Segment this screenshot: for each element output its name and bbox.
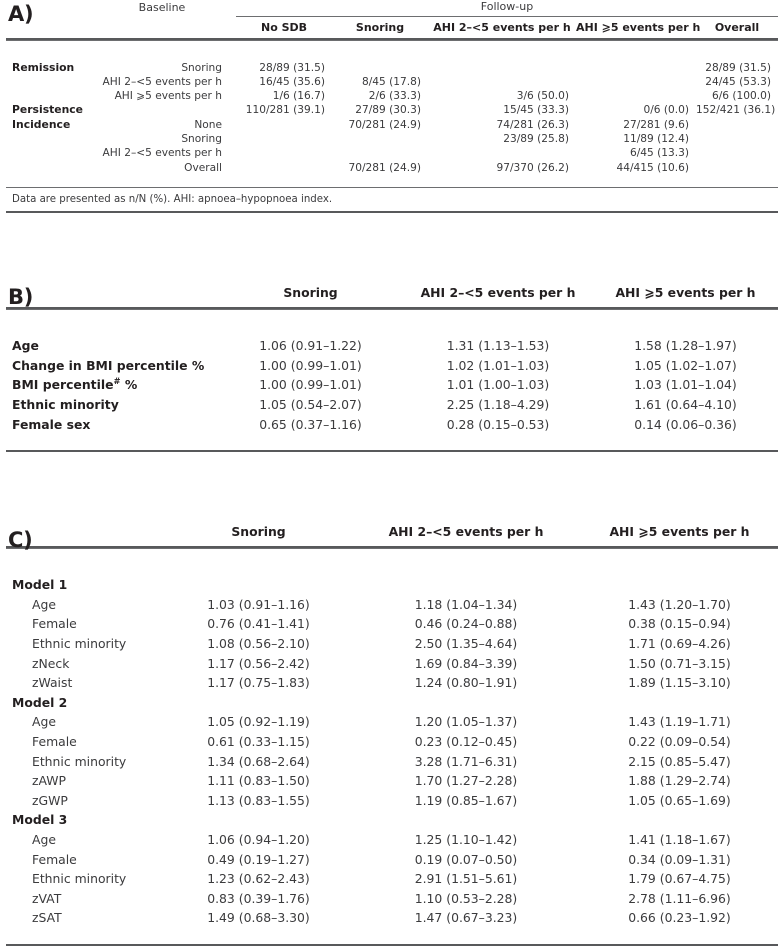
cell-value: 0.46 (0.24–0.88) xyxy=(414,616,518,632)
table-c-bottom-rule-row xyxy=(6,945,778,948)
row-label-text: Female sex xyxy=(12,416,91,432)
cell-value: 8/45 (17.8) xyxy=(361,75,421,88)
row-group-label xyxy=(6,88,88,102)
row-label: zAWP xyxy=(32,773,67,789)
cell-value: 1.70 (1.27–2.28) xyxy=(414,773,518,789)
cell-value: 1.41 (1.18–1.67) xyxy=(628,831,731,847)
cell-value: 1.89 (1.15–3.10) xyxy=(628,675,731,691)
model-header-row xyxy=(6,573,778,593)
table-c-bottom-pad xyxy=(6,925,778,945)
cell-value: 0/6 (0.0) xyxy=(643,104,689,117)
row-sub-label xyxy=(88,102,236,116)
row-label: zWaist xyxy=(32,675,73,691)
cell-value xyxy=(332,145,428,159)
table-row xyxy=(6,671,778,691)
cell-value: 1.58 (1.28–1.97) xyxy=(634,338,737,354)
cell-value: 152/421 (36.1) xyxy=(696,104,776,117)
table-a-bottom-rule-row xyxy=(6,212,778,215)
row-label: Ethnic minority xyxy=(32,753,127,769)
table-row xyxy=(6,116,778,130)
table-b-bottom-rule xyxy=(6,451,778,454)
table-row xyxy=(6,373,778,393)
panel-b-letter: B) xyxy=(8,285,34,309)
cell-value: 1.61 (0.64–4.10) xyxy=(634,396,737,412)
cell-value: 1.02 (1.01–1.03) xyxy=(446,357,550,373)
row-label-text: BMI percentile xyxy=(12,377,114,393)
col-header-ahi-2-5: AHI 2–<5 events per h xyxy=(433,21,571,34)
table-a-bottom-rule xyxy=(6,212,778,215)
row-group-label xyxy=(6,131,88,145)
row-label-suffix: % xyxy=(120,377,138,393)
table-row xyxy=(6,710,778,730)
cell-value: 28/89 (31.5) xyxy=(705,61,772,74)
table-row xyxy=(6,788,778,808)
row-group-label xyxy=(6,159,88,173)
table-b-head xyxy=(6,285,778,314)
cell-value xyxy=(428,145,576,159)
cell-value: 110/281 (39.1) xyxy=(245,104,325,117)
model-header-row xyxy=(6,690,778,710)
col-header-ahi-ge5: AHI ⩾5 events per h xyxy=(609,524,750,539)
row-label xyxy=(6,373,218,393)
row-label: Female xyxy=(32,733,77,749)
table-c xyxy=(6,524,778,948)
row-label xyxy=(6,412,218,432)
table-row xyxy=(6,88,778,102)
table-b-foot xyxy=(6,451,778,454)
table-b-bottom-rule-row xyxy=(6,451,778,454)
cell-value: 1.71 (0.69–4.26) xyxy=(628,635,731,651)
cell-value: 0.49 (0.19–1.27) xyxy=(207,851,310,867)
cell-value: 1.05 (0.65–1.69) xyxy=(628,792,731,808)
row-label xyxy=(6,392,218,412)
row-label: Age xyxy=(32,596,56,612)
row-label: Age xyxy=(32,831,56,847)
cell-value: 1.01 (1.00–1.03) xyxy=(446,377,550,393)
row-sub-label: AHI 2–<5 events per h xyxy=(102,147,222,160)
table-row xyxy=(6,651,778,671)
panel-c-letter: C) xyxy=(8,528,33,552)
cell-value: 2/6 (33.3) xyxy=(368,90,421,103)
cell-value: 1.19 (0.85–1.67) xyxy=(414,792,518,808)
row-label: Ethnic minority xyxy=(32,871,127,887)
row-sub-label: Overall xyxy=(184,161,222,174)
cell-value: 0.28 (0.15–0.53) xyxy=(446,416,550,432)
cell-value: 1.25 (1.10–1.42) xyxy=(414,831,518,847)
row-label-text: Age xyxy=(12,338,39,354)
cell-value: 1.69 (0.84–3.39) xyxy=(414,655,518,671)
table-row xyxy=(6,631,778,651)
cell-value xyxy=(696,116,778,130)
cell-value: 70/281 (24.9) xyxy=(348,161,421,174)
row-group-label: Incidence xyxy=(12,117,71,131)
table-row xyxy=(6,769,778,789)
table-c-bottom-rule xyxy=(6,945,778,948)
cell-value: 0.61 (0.33–1.15) xyxy=(207,733,310,749)
table-row xyxy=(6,159,778,173)
cell-value: 1.08 (0.56–2.10) xyxy=(207,635,310,651)
cell-value: 1.06 (0.94–1.20) xyxy=(207,831,310,847)
cell-value: 1.49 (0.68–3.30) xyxy=(207,910,310,926)
cell-value: 1.34 (0.68–2.64) xyxy=(207,753,310,769)
cell-value: 1.10 (0.53–2.28) xyxy=(414,890,518,906)
cell-value: 6/45 (13.3) xyxy=(629,147,689,160)
cell-value: 0.34 (0.09–1.31) xyxy=(628,851,731,867)
cell-value: 2.15 (0.85–5.47) xyxy=(628,753,731,769)
cell-value: 1.05 (0.54–2.07) xyxy=(259,396,362,412)
col-header-ahi-ge5: AHI ⩾5 events per h xyxy=(576,21,701,34)
panel-a xyxy=(0,0,780,215)
group-header-followup: Follow-up xyxy=(480,0,534,13)
cell-value: 1.43 (1.20–1.70) xyxy=(628,596,731,612)
cell-value xyxy=(332,59,428,73)
cell-value xyxy=(236,145,332,159)
cell-value: 3.28 (1.71–6.31) xyxy=(414,753,518,769)
table-row xyxy=(6,353,778,373)
row-sub-label: Snoring xyxy=(181,61,222,74)
cell-value: 1.50 (0.71–3.15) xyxy=(628,655,731,671)
cell-value: 1.20 (1.05–1.37) xyxy=(414,714,518,730)
table-c-body xyxy=(6,553,778,945)
panel-a-letter: A) xyxy=(8,2,34,26)
cell-value xyxy=(696,159,778,173)
row-label xyxy=(6,334,218,354)
cell-value xyxy=(576,59,696,73)
cell-value xyxy=(428,59,576,73)
cell-value: 1.18 (1.04–1.34) xyxy=(414,596,518,612)
row-label: zVAT xyxy=(32,890,62,906)
cell-value: 1.88 (1.29–2.74) xyxy=(628,773,731,789)
row-label xyxy=(6,353,218,373)
cell-value: 1/6 (16.7) xyxy=(272,90,325,103)
cell-value: 1.31 (1.13–1.53) xyxy=(446,338,550,354)
cell-value: 0.22 (0.09–0.54) xyxy=(628,733,731,749)
col-header-snoring: Snoring xyxy=(355,21,405,34)
table-b-body xyxy=(6,314,778,451)
cell-value: 1.13 (0.83–1.55) xyxy=(207,792,310,808)
table-a-footnote-row xyxy=(6,189,778,212)
cell-value: 70/281 (24.9) xyxy=(348,118,421,131)
cell-value xyxy=(236,159,332,173)
cell-value xyxy=(332,131,428,145)
cell-value xyxy=(236,131,332,145)
row-label: zNeck xyxy=(32,655,70,671)
row-group-label: Remission xyxy=(12,60,75,74)
table-a xyxy=(6,0,778,215)
cell-value: 2.91 (1.51–5.61) xyxy=(414,871,518,887)
cell-value: 1.43 (1.19–1.71) xyxy=(628,714,731,730)
table-c-top-pad xyxy=(6,553,778,573)
row-label: zGWP xyxy=(32,792,68,808)
col-header-no-sdb: No SDB xyxy=(260,21,308,34)
table-row xyxy=(6,392,778,412)
cell-value: 1.17 (0.56–2.42) xyxy=(207,655,310,671)
cell-value: 15/45 (33.3) xyxy=(503,104,569,117)
cell-value: 27/281 (9.6) xyxy=(623,118,689,131)
cell-value: 0.76 (0.41–1.41) xyxy=(207,616,310,632)
cell-value xyxy=(576,88,696,102)
cell-value: 44/415 (10.6) xyxy=(616,161,689,174)
cell-value: 1.79 (0.67–4.75) xyxy=(628,871,731,887)
cell-value: 97/370 (26.2) xyxy=(496,161,569,174)
table-c-head xyxy=(6,524,778,553)
row-sub-label: Snoring xyxy=(181,133,222,146)
cell-value: 23/89 (25.8) xyxy=(503,133,569,146)
model-label: Model 2 xyxy=(12,694,68,710)
table-a-top-pad xyxy=(6,45,778,59)
col-header-ahi-ge5: AHI ⩾5 events per h xyxy=(615,285,756,300)
cell-value: 0.19 (0.07–0.50) xyxy=(414,851,518,867)
cell-value: 24/45 (53.3) xyxy=(705,75,772,88)
cell-value: 2.78 (1.11–6.96) xyxy=(628,890,731,906)
table-row xyxy=(6,412,778,432)
cell-value: 1.11 (0.83–1.50) xyxy=(207,773,310,789)
table-row xyxy=(6,847,778,867)
table-row xyxy=(6,145,778,159)
cell-value: 0.83 (0.39–1.76) xyxy=(207,890,310,906)
cell-value: 1.23 (0.62–2.43) xyxy=(207,871,310,887)
footnote-marker: # xyxy=(113,376,121,387)
cell-value: 1.17 (0.75–1.83) xyxy=(207,675,310,691)
row-label: Ethnic minority xyxy=(32,635,127,651)
table-a-group-header-row xyxy=(6,0,778,17)
cell-value: 11/89 (12.4) xyxy=(623,133,689,146)
table-row xyxy=(6,886,778,906)
panel-b xyxy=(0,285,780,454)
cell-value: 1.00 (0.99–1.01) xyxy=(259,357,362,373)
table-b xyxy=(6,285,778,454)
cell-value: 1.06 (0.91–1.22) xyxy=(259,338,362,354)
row-label: Female xyxy=(32,851,77,867)
cell-value xyxy=(576,74,696,88)
cell-value: 0.38 (0.15–0.94) xyxy=(628,616,731,632)
table-c-column-header-row xyxy=(6,524,778,547)
cell-value xyxy=(696,131,778,145)
table-a-foot xyxy=(6,188,778,216)
cell-value: 2.25 (1.18–4.29) xyxy=(446,396,550,412)
model-header-row xyxy=(6,808,778,828)
row-label-text: Change in BMI percentile % xyxy=(12,357,205,373)
cell-value: 1.03 (1.01–1.04) xyxy=(634,377,737,393)
table-row xyxy=(6,131,778,145)
table-row xyxy=(6,102,778,116)
table-a-bottom-pad xyxy=(6,174,778,188)
table-b-top-pad xyxy=(6,314,778,334)
cell-value xyxy=(696,145,778,159)
table-row xyxy=(6,906,778,926)
panel-c xyxy=(0,524,780,948)
col-header-overall: Overall xyxy=(714,21,760,34)
row-sub-label: None xyxy=(194,118,222,131)
table-row xyxy=(6,612,778,632)
table-row xyxy=(6,334,778,354)
col-header-snoring: Snoring xyxy=(283,285,338,300)
row-label: zSAT xyxy=(32,910,62,926)
cell-value: 1.47 (0.67–3.23) xyxy=(414,910,518,926)
cell-value: 6/6 (100.0) xyxy=(712,90,772,103)
table-b-bottom-pad xyxy=(6,432,778,452)
cell-value: 1.24 (0.80–1.91) xyxy=(414,675,518,691)
cell-value xyxy=(428,74,576,88)
group-header-baseline: Baseline xyxy=(138,0,186,14)
row-label: Age xyxy=(32,714,56,730)
cell-value: 1.03 (0.91–1.16) xyxy=(207,596,310,612)
cell-value: 16/45 (35.6) xyxy=(259,75,325,88)
table-b-column-header-row xyxy=(6,285,778,308)
table-a-footnote: Data are presented as n/N (%). AHI: apnoea–hypopnoea index. xyxy=(12,194,333,206)
col-header-snoring: Snoring xyxy=(231,524,286,539)
row-label-text: Ethnic minority xyxy=(12,396,119,412)
row-label: Female xyxy=(32,616,77,632)
cell-value: 74/281 (26.3) xyxy=(496,118,569,131)
cell-value: 1.05 (0.92–1.19) xyxy=(207,714,310,730)
table-row xyxy=(6,867,778,887)
table-row xyxy=(6,74,778,88)
cell-value: 0.65 (0.37–1.16) xyxy=(259,416,362,432)
cell-value: 1.00 (0.99–1.01) xyxy=(259,377,362,393)
table-row xyxy=(6,827,778,847)
table-row xyxy=(6,59,778,73)
cell-value: 28/89 (31.5) xyxy=(259,61,325,74)
col-header-ahi-2-5: AHI 2–<5 events per h xyxy=(388,524,544,539)
cell-value: 2.50 (1.35–4.64) xyxy=(414,635,518,651)
table-row xyxy=(6,749,778,769)
model-label: Model 1 xyxy=(12,577,68,593)
cell-value: 27/89 (30.3) xyxy=(355,104,421,117)
row-sub-label: AHI ⩾5 events per h xyxy=(114,90,222,103)
cell-value: 1.05 (1.02–1.07) xyxy=(634,357,737,373)
row-group-label xyxy=(6,74,88,88)
table-a-head xyxy=(6,0,778,45)
table-a-body xyxy=(6,45,778,188)
table-row xyxy=(6,729,778,749)
cell-value: 3/6 (50.0) xyxy=(516,90,569,103)
table-a-column-header-row xyxy=(6,18,778,39)
model-label: Model 3 xyxy=(12,812,68,828)
table-row xyxy=(6,592,778,612)
col-header-ahi-2-5: AHI 2–<5 events per h xyxy=(420,285,576,300)
cell-value xyxy=(236,116,332,130)
cell-value: 0.66 (0.23–1.92) xyxy=(628,910,731,926)
table-c-foot xyxy=(6,945,778,948)
row-sub-label: AHI 2–<5 events per h xyxy=(102,75,222,88)
cell-value: 0.23 (0.12–0.45) xyxy=(414,733,518,749)
cell-value: 0.14 (0.06–0.36) xyxy=(634,416,737,432)
row-group-label xyxy=(6,145,88,159)
row-group-label: Persistence xyxy=(12,103,84,117)
